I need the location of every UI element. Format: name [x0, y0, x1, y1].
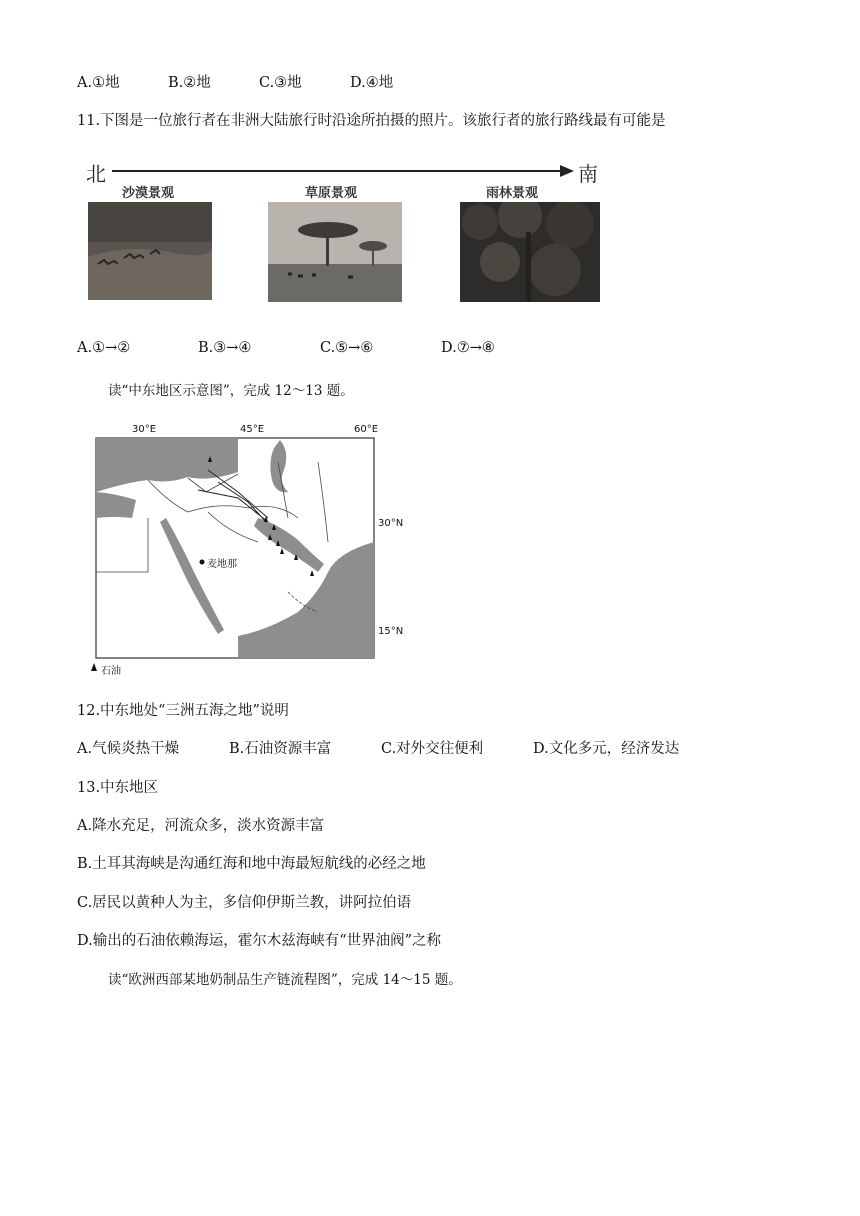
q10-option-c: C.③地: [259, 75, 302, 91]
q12-option-d: D.文化多元，经济发达: [533, 741, 680, 757]
savanna-photo: [268, 202, 402, 302]
q13-option-d: D.输出的石油依赖海运，霍尔木兹海峡有“世界油阀”之称: [77, 933, 442, 949]
city-label-medina: 麦地那: [207, 559, 237, 570]
north-label: 北: [86, 162, 106, 186]
lon-label-45: 45°E: [240, 424, 265, 435]
photo-label-desert: 沙漠景观: [122, 186, 175, 201]
q12-stem: 12.中东地处“三洲五海之地”说明: [77, 703, 289, 719]
legend-oil: 石油: [101, 666, 121, 677]
q12-option-a: A.气候炎热干燥: [77, 741, 180, 757]
lat-label-30: 30°N: [378, 518, 404, 529]
lon-label-60: 60°E: [354, 424, 379, 435]
q11-option-d: D.⑦→⑧: [441, 340, 495, 356]
rainforest-photo: [460, 202, 600, 302]
desert-photo: [88, 202, 212, 300]
q13-option-b: B.土耳其海峡是沟通红海和地中海最短航线的必经之地: [77, 856, 426, 872]
lon-label-30: 30°E: [132, 424, 157, 435]
photo-label-rainforest: 雨林景观: [486, 186, 539, 201]
q13-stem: 13.中东地区: [77, 780, 159, 796]
q13-option-c: C.居民以黄种人为主，多信仰伊斯兰教，讲阿拉伯语: [77, 895, 412, 911]
q10-option-b: B.②地: [168, 75, 211, 91]
q10-option-d: D.④地: [350, 75, 394, 91]
middle-east-map: [88, 422, 418, 677]
q11-option-c: C.⑤→⑥: [320, 340, 374, 356]
photo-label-savanna: 草原景观: [305, 186, 358, 201]
q10-option-a: A.①地: [77, 75, 120, 91]
intro-12-13: 读“中东地区示意图”，完成 12～13 题。: [108, 383, 354, 399]
q11-option-b: B.③→④: [198, 340, 252, 356]
q11-figure: [80, 150, 610, 310]
q12-option-c: C.对外交往便利: [381, 741, 484, 757]
intro-14-15: 读“欧洲西部某地奶制品生产链流程图”，完成 14～15 题。: [108, 972, 462, 988]
q12-option-b: B.石油资源丰富: [229, 741, 332, 757]
q13-option-a: A.降水充足，河流众多，淡水资源丰富: [77, 818, 325, 834]
lat-label-15: 15°N: [378, 626, 404, 637]
south-label: 南: [578, 162, 598, 186]
q11-option-a: A.①→②: [77, 340, 131, 356]
q11-stem: 11.下图是一位旅行者在非洲大陆旅行时沿途所拍摄的照片。该旅行者的旅行路线最有可能是: [77, 113, 666, 129]
